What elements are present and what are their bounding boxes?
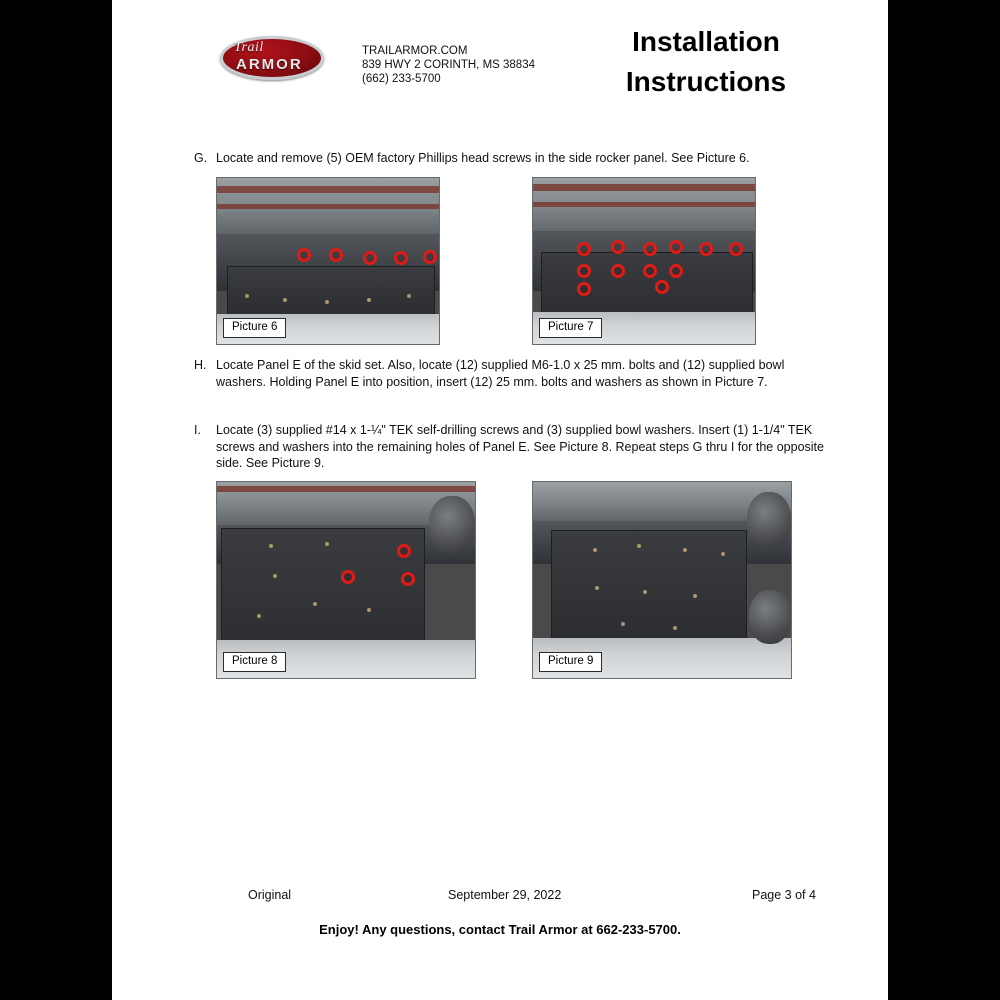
- photo8-bolt: [273, 574, 277, 578]
- photo9-skid-panel: [551, 530, 747, 644]
- photo6-marker-5: [423, 250, 437, 264]
- step-i: [194, 422, 834, 472]
- photo8-bolt: [313, 602, 317, 606]
- photo8-marker-2: [341, 570, 355, 584]
- photo8-bolt: [325, 542, 329, 546]
- picture-8: [216, 481, 476, 679]
- photo9-bolt: [693, 594, 697, 598]
- photo9-bolt: [621, 622, 625, 626]
- photo9-tire-front: [749, 590, 791, 644]
- photo6-bolt: [367, 298, 371, 302]
- photo9-bolt: [721, 552, 725, 556]
- picture-8-caption: Picture 8: [223, 652, 286, 672]
- logo-top-text: Trail: [234, 40, 264, 55]
- photo6-beam-1: [217, 186, 439, 193]
- photo9-bolt: [637, 544, 641, 548]
- page-title: [556, 22, 856, 102]
- photo8-marker-1: [397, 544, 411, 558]
- photo7-beam-2: [533, 202, 755, 207]
- photo7-marker-6: [729, 242, 743, 256]
- photo8-bolt: [367, 608, 371, 612]
- photo8-beam-1: [217, 486, 475, 492]
- photo6-rocker-panel: [227, 266, 435, 318]
- company-phone: (662) 233-5700: [362, 73, 441, 85]
- photo7-panel-e: [541, 252, 753, 316]
- photo7-marker-2: [611, 240, 625, 254]
- photo7-marker-5: [699, 242, 713, 256]
- document-page: [112, 0, 888, 1000]
- photo9-bolt: [643, 590, 647, 594]
- photo6-bolt: [283, 298, 287, 302]
- photo9-tire-rear: [747, 492, 791, 548]
- step-g-letter: G.: [194, 151, 208, 165]
- photo6-marker-2: [329, 248, 343, 262]
- picture-6: [216, 177, 440, 345]
- step-i-text: Locate (3) supplied #14 x 1-¼" TEK self-drilling screws and (3) supplied bowl washers. Insert (1) 1-1/4" TEK screws and washers into the remaining holes of Panel E. See Picture 8. Repeat steps G thru I for the opposite side. See Picture 9.: [216, 423, 824, 470]
- company-website: TRAILARMOR.COM: [362, 45, 468, 57]
- step-i-letter: I.: [194, 423, 201, 437]
- photo8-marker-3: [401, 572, 415, 586]
- photo9-bolt: [683, 548, 687, 552]
- photo8-skid-panel: [221, 528, 425, 654]
- photo6-bolt: [407, 294, 411, 298]
- company-address: 839 HWY 2 CORINTH, MS 38834: [362, 59, 535, 71]
- footer-date: September 29, 2022: [448, 888, 562, 902]
- page-title-line1: Installation: [632, 26, 780, 57]
- photo7-marker-1: [577, 242, 591, 256]
- photo7-marker-8: [611, 264, 625, 278]
- picture-7: [532, 177, 756, 345]
- step-g: [194, 150, 834, 167]
- photo6-marker-1: [297, 248, 311, 262]
- photo6-bolt: [245, 294, 249, 298]
- photo9-bolt: [595, 586, 599, 590]
- step-h-text: Locate Panel E of the skid set. Also, locate (12) supplied M6-1.0 x 25 mm. bolts and (12) supplied bowl washers. Holding Panel E into position, insert (12) 25 mm. bolts and washers as shown in Picture 7.: [216, 358, 785, 389]
- photo9-bolt: [673, 626, 677, 630]
- photo7-marker-3: [643, 242, 657, 256]
- logo-bottom-text: ARMOR: [236, 56, 303, 73]
- photo9-bolt: [593, 548, 597, 552]
- footer-contact-note: Enjoy! Any questions, contact Trail Armor at 662-233-5700.: [319, 922, 681, 937]
- step-h-letter: H.: [194, 358, 207, 372]
- picture-9: [532, 481, 792, 679]
- photo8-tire: [429, 496, 475, 554]
- picture-9-caption: Picture 9: [539, 652, 602, 672]
- photo7-marker-7: [577, 264, 591, 278]
- photo6-bolt: [325, 300, 329, 304]
- step-g-text: Locate and remove (5) OEM factory Phillips head screws in the side rocker panel. See Picture 6.: [216, 151, 750, 165]
- photo7-marker-4: [669, 240, 683, 254]
- photo7-marker-9: [643, 264, 657, 278]
- photo7-marker-12: [655, 280, 669, 294]
- picture-6-caption: Picture 6: [223, 318, 286, 338]
- footer-revision: Original: [248, 888, 292, 902]
- photo8-bolt: [257, 614, 261, 618]
- footer-page-number: Page 3 of 4: [752, 888, 816, 902]
- company-contact-block: [362, 44, 535, 86]
- step-h: [194, 357, 834, 390]
- photo7-marker-11: [577, 282, 591, 296]
- trail-armor-logo: [220, 32, 324, 84]
- photo8-bolt: [269, 544, 273, 548]
- page-title-line2: Instructions: [625, 66, 787, 97]
- photo7-marker-10: [669, 264, 683, 278]
- photo6-beam-2: [217, 204, 439, 209]
- photo7-beam-1: [533, 184, 755, 191]
- photo6-marker-4: [394, 251, 408, 265]
- photo6-marker-3: [363, 251, 377, 265]
- picture-7-caption: Picture 7: [539, 318, 602, 338]
- document-header: [112, 0, 888, 120]
